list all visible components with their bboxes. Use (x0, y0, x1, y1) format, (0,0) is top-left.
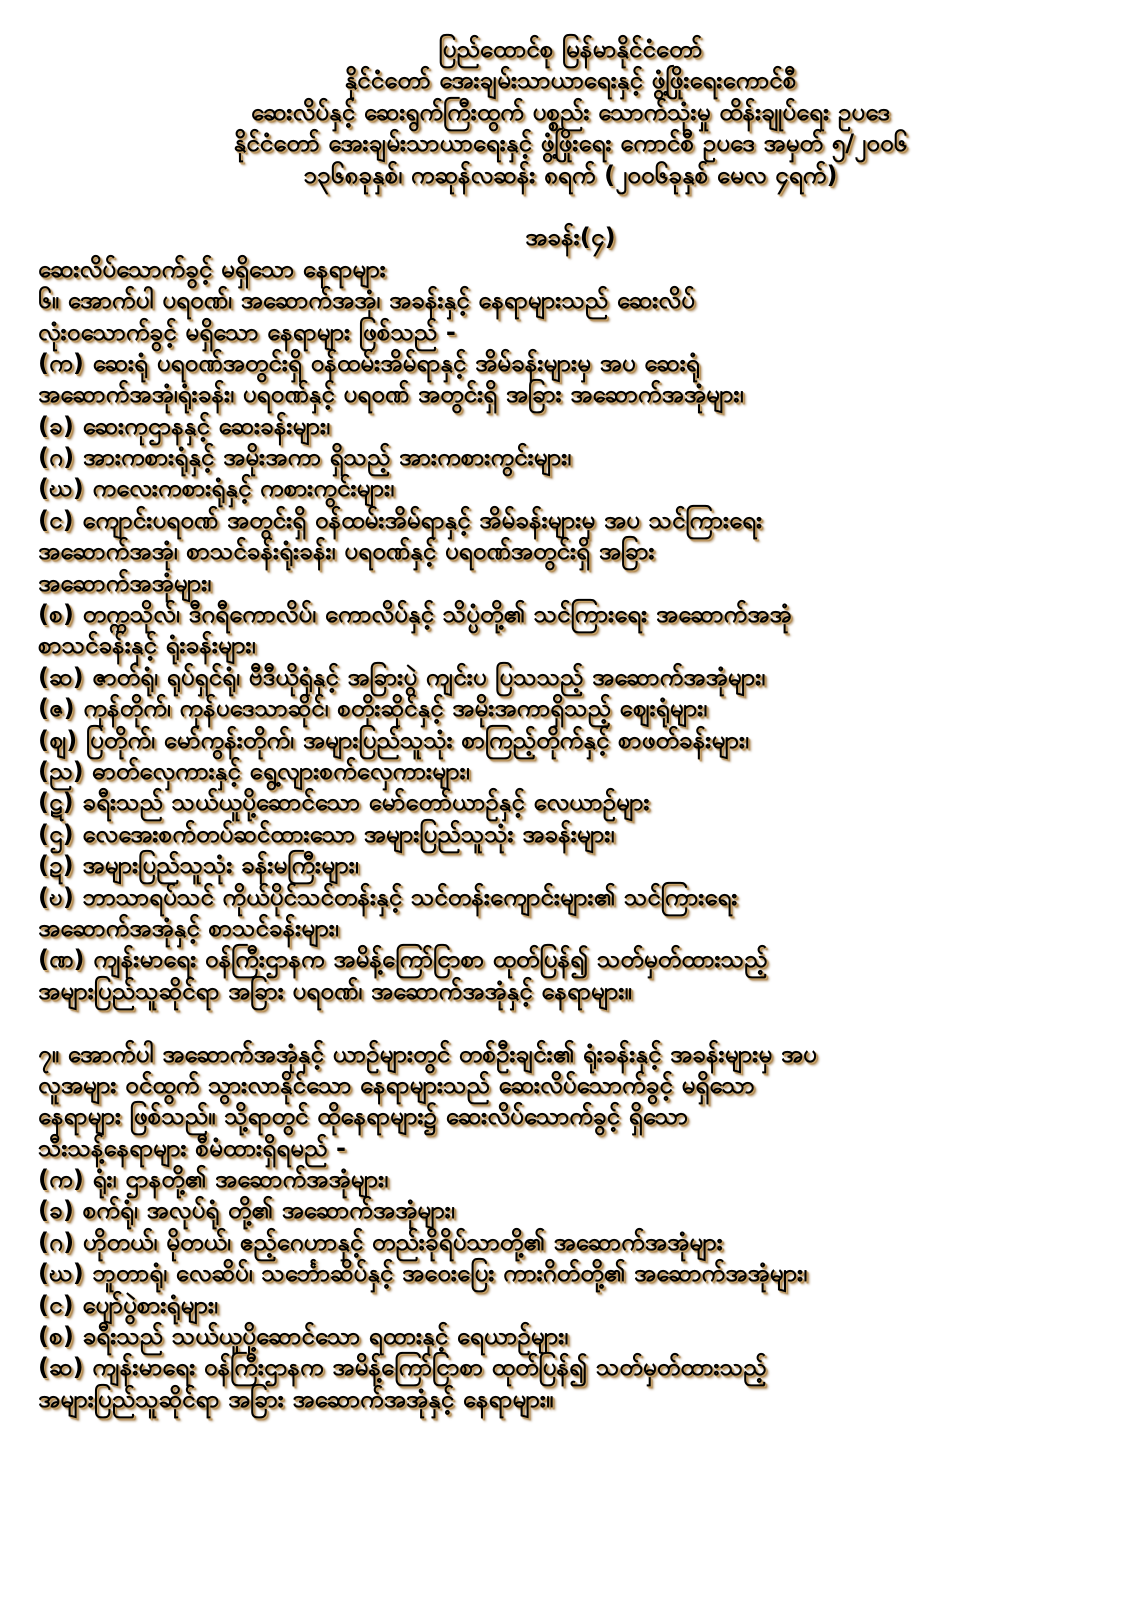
list-item: (ဂ) အားကစားရုံနှင့် အမိုးအကာ ရှိသည့် အားကစားကွင်းများ၊ (38, 443, 572, 472)
header-line-5: ၁၃၆၈ခုနှစ်၊ ကဆုန်လဆန်း ၈ရက် (၂၀၀၆ခုနှစ် မေလ ၄ရက်) (303, 160, 838, 189)
spacer (38, 191, 1103, 222)
list-item: (ဈ) ပြတိုက်၊ မော်ကွန်းတိုက်၊ အများပြည်သူသုံး စာကြည့်တိုက်နှင့် စာဖတ်ခန်းများ၊ (38, 725, 750, 754)
list-item: (ည) ဓာတ်လှေကားနှင့် ရွေ့လျားစက်လှေကားများ၊ (38, 756, 470, 785)
list-item: (က) ဆေးရုံ ပရဝဏ်အတွင်းရှိ ဝန်ထမ်းအိမ်ရာနှင့် အိမ်ခန်းများမှ အပ ဆေးရုံ (38, 348, 700, 377)
section-7 (38, 1039, 1103, 1416)
header-line-1: ပြည်ထောင်စု မြန်မာနိုင်ငံတော် (438, 35, 703, 63)
list-item-continued: အဆောက်အအုံ၊ရုံးခန်း၊ ပရဝဏ်နှင့် ပရဝဏ် အတွင်းရှိ အခြား အဆောက်အအုံများ၊ (38, 380, 744, 409)
list-item: (ဆ) ဇာတ်ရုံ၊ ရုပ်ရှင်ရုံ၊ ဗီဒီယိုရုံနှင့် အခြားပွဲ ကျင်းပ ပြသသည့် အဆောက်အအုံများ၊ (38, 662, 766, 691)
section-6-intro-line-1: ၆။ အောက်ပါ ပရဝဏ်၊ အဆောက်အအုံ၊ အခန်းနှင့် နေရာများသည် ဆေးလိပ် (38, 286, 695, 315)
header-line-3: ဆေးလိပ်နှင့် ဆေးရွက်ကြီးထွက် ပစ္စည်း သောက်သုံးမှု ထိန်းချုပ်ရေး ဥပဒေ (250, 97, 891, 126)
section-7-intro-line-4: သီးသန့်နေရာများ စီမံထားရှိရမည် - (38, 1133, 347, 1162)
list-item-continued: အဆောက်အအုံ၊ စာသင်ခန်းရုံးခန်း၊ ပရဝဏ်နှင့် ပရဝဏ်အတွင်းရှိ အခြား (38, 537, 655, 566)
section-6-intro-line-2: လုံးဝသောက်ခွင့် မရှိသော နေရာများ ဖြစ်သည် - (38, 317, 456, 346)
list-item: (င) ပျော်ပွဲစားရုံများ၊ (38, 1290, 219, 1319)
section-7-intro-line-1: ၇။ အောက်ပါ အဆောက်အအုံနှင့် ယာဉ်များတွင် တစ်ဦးချင်း၏ ရုံးခန်းနှင့် အခန်းများမှ အပ (38, 1039, 817, 1068)
section-7-intro-line-2: လူအများ ဝင်ထွက် သွားလာနိုင်သော နေရာများသည် ဆေးလိပ်သောက်ခွင့် မရှိသော (38, 1070, 755, 1099)
header-line-2: နိုင်ငံတော် အေးချမ်းသာယာရေးနှင့် ဖွံ့ဖြိုးရေးကောင်စီ (344, 66, 797, 95)
list-item: (စ) ခရီးသည် သယ်ယူပို့ဆောင်သော ရထားနှင့် ရေယာဉ်များ၊ (38, 1322, 569, 1351)
section-7-intro-line-3: နေရာများ ဖြစ်သည်။ သို့ရာတွင် ထိုနေရာများ၌ ဆေးလိပ်သောက်ခွင့် ရှိသော (38, 1102, 689, 1131)
list-item: (ဃ) ကလေးကစားရုံနှင့် ကစားကွင်းများ၊ (38, 474, 395, 503)
list-item-continued: စာသင်ခန်းနှင့် ရုံးခန်းများ၊ (38, 631, 256, 660)
header-line-4: နိုင်ငံတော် အေးချမ်းသာယာရေးနှင့် ဖွံ့ဖြိုးရေး ကောင်စီ ဥပဒေ အမှတ် ၅/၂၀၀၆ (233, 129, 908, 158)
list-item: (ဆ) ကျန်းမာရေး ဝန်ကြီးဌာနက အမိန့်ကြော်ငြာစာ ထုတ်ပြန်၍ သတ်မှတ်ထားသည့် (38, 1353, 767, 1382)
list-item: (စ) တက္ကသိုလ်၊ ဒီဂရီကောလိပ်၊ ကောလိပ်နှင့် သိပ္ပံတို့၏ သင်ကြားရေး အဆောက်အအုံ (38, 600, 792, 629)
list-item: (ခ) ဆေးကုဌာနနှင့် ဆေးခန်းများ၊ (38, 411, 331, 440)
list-item: (ဋ) ခရီးသည် သယ်ယူပို့ဆောင်သော မော်တော်ယာဉ်နှင့် လေယာဉ်များ (38, 788, 650, 817)
section-6 (38, 285, 1103, 1007)
list-item: (ဃ) ဘူတာရုံ၊ လေဆိပ်၊ သင်္ဘောဆိပ်နှင့် အဝေးပြေး ကားဂိတ်တို့၏ အဆောက်အအုံများ၊ (38, 1259, 808, 1288)
list-item: (ဎ) ဘာသာရပ်သင် ကိုယ်ပိုင်သင်တန်းနှင့် သင်တန်းကျောင်းများ၏ သင်ကြားရေး (38, 882, 738, 911)
list-item: (င) ကျောင်းပရဝဏ် အတွင်းရှိ ဝန်ထမ်းအိမ်ရာနှင့် အိမ်ခန်းများမှ အပ သင်ကြားရေး (38, 505, 763, 534)
list-item: (ဇ) ကုန်တိုက်၊ ကုန်ပဒေသာဆိုင်၊ စတိုးဆိုင်နှင့် အမိုးအကာရှိသည့် ဈေးရုံများ၊ (38, 694, 708, 723)
list-item-continued: အဆောက်အအုံနှင့် စာသင်ခန်းများ၊ (38, 913, 339, 942)
list-item: (ခ) စက်ရုံ၊ အလုပ်ရုံ တို့၏ အဆောက်အအုံများ၊ (38, 1196, 455, 1225)
list-item-continued: အဆောက်အအုံများ၊ (38, 568, 212, 597)
list-item-continued: အများပြည်သူဆိုင်ရာ အခြား ပရဝဏ်၊ အဆောက်အအုံနှင့် နေရာများ။ (38, 976, 632, 1005)
document-header (38, 34, 1103, 191)
list-item: (ဏ) ကျန်းမာရေး ဝန်ကြီးဌာနက အမိန့်ကြော်ငြာစာ ထုတ်ပြန်၍ သတ်မှတ်ထားသည့် (38, 945, 768, 974)
document-body (38, 34, 1103, 1415)
list-item: (ဂ) ဟိုတယ်၊ မိုတယ်၊ ဧည့်ဂေဟာနှင့် တည်းခိုရိပ်သာတို့၏ အဆောက်အအုံများ (38, 1227, 723, 1256)
list-item: (ဌ) လေအေးစက်တပ်ဆင်ထားသော အများပြည်သူသုံး အခန်းများ၊ (38, 819, 615, 848)
spacer (38, 1007, 1103, 1038)
list-item: (က) ရုံး၊ ဌာနတို့၏ အဆောက်အအုံများ၊ (38, 1165, 389, 1194)
list-item-continued: အများပြည်သူဆိုင်ရာ အခြား အဆောက်အအုံနှင့် နေရာများ။ (38, 1384, 554, 1413)
chapter-subtitle: ဆေးလိပ်သောက်ခွင့် မရှိသော နေရာများ (38, 254, 386, 283)
chapter-title: အခန်း(၄) (525, 223, 616, 252)
list-item: (ဍ) အများပြည်သူသုံး ခန်းမကြီးများ၊ (38, 851, 359, 880)
